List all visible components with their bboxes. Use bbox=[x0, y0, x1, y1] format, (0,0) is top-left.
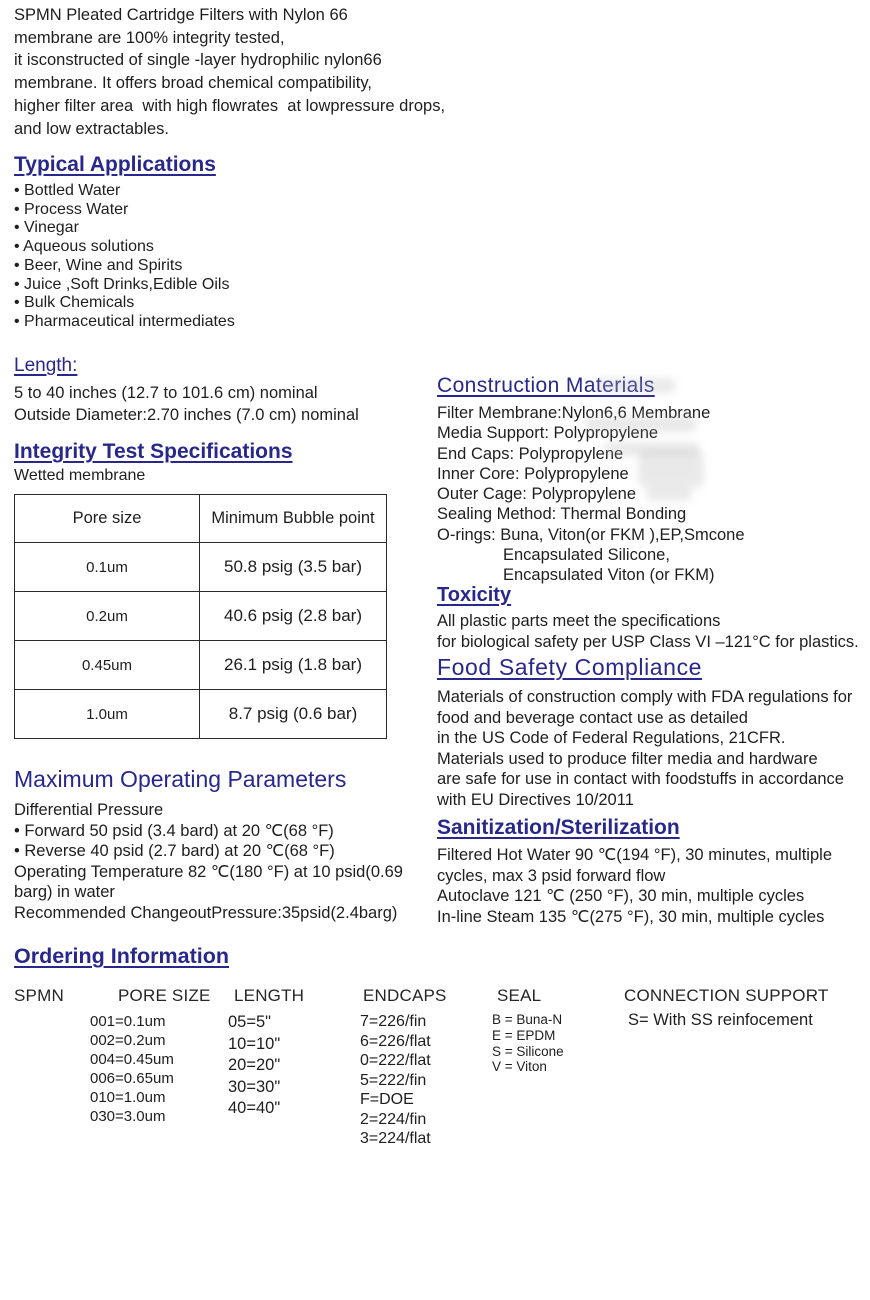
intro-line: it isconstructed of single -layer hydrophilic nylon66 bbox=[14, 51, 382, 70]
max-operating-line: Recommended ChangeoutPressure:35psid(2.4barg) bbox=[14, 903, 398, 922]
application-item: • Aqueous solutions bbox=[14, 238, 154, 256]
application-item: • Pharmaceutical intermediates bbox=[14, 312, 235, 330]
table-header-row bbox=[15, 495, 387, 543]
bubble-point-cell: 26.1 psig (1.8 bar) bbox=[200, 641, 387, 690]
ordering-column-header: PORE SIZE bbox=[118, 986, 211, 1005]
section-length bbox=[14, 355, 454, 426]
ordering-column-header: LENGTH bbox=[234, 986, 305, 1005]
integrity-spec-table bbox=[14, 494, 387, 739]
ordering-option: 001=0.1um bbox=[90, 1013, 166, 1030]
ordering-option: 2=224/fin bbox=[360, 1110, 427, 1128]
table-row bbox=[15, 641, 387, 690]
toxicity-line: for biological safety per USP Class VI –121°C for plastics. bbox=[437, 632, 859, 651]
section-toxicity bbox=[437, 584, 870, 653]
section-ordering-information bbox=[0, 944, 870, 1184]
sanitization-line: Autoclave 121 ℃ (250 °F), 30 min, multiple cycles bbox=[437, 887, 805, 906]
max-operating-line: barg) in water bbox=[14, 883, 115, 902]
max-operating-title: Maximum Operating Parameters bbox=[14, 766, 347, 792]
ordering-information-title: Ordering Information bbox=[14, 944, 229, 968]
ordering-option: 6=226/flat bbox=[360, 1032, 431, 1050]
ordering-column-pore-size bbox=[90, 986, 211, 1126]
table-header-bubble-point: Minimum Bubble point bbox=[200, 495, 387, 543]
bubble-point-cell: 50.8 psig (3.5 bar) bbox=[200, 543, 387, 592]
food-safety-line: in the US Code of Federal Regulations, 21CFR. bbox=[437, 729, 786, 748]
ordering-option: 006=0.65um bbox=[90, 1070, 174, 1087]
section-food-safety bbox=[437, 654, 870, 811]
ordering-column-header: SPMN bbox=[14, 986, 64, 1005]
ordering-option: 7=226/fin bbox=[360, 1013, 427, 1030]
application-item: • Vinegar bbox=[14, 219, 79, 237]
table-row bbox=[15, 690, 387, 739]
ordering-option: 05=5" bbox=[228, 1013, 272, 1031]
ordering-option: F=DOE bbox=[360, 1091, 414, 1108]
toxicity-line: All plastic parts meet the specifications bbox=[437, 612, 721, 630]
ordering-option: 30=30" bbox=[228, 1077, 281, 1096]
section-max-operating-parameters bbox=[14, 766, 444, 924]
application-item: • Juice ,Soft Drinks,Edible Oils bbox=[14, 275, 230, 293]
max-operating-line: • Reverse 40 psid (2.7 bard) at 20 ℃(68 °F) bbox=[14, 842, 335, 861]
length-line: 5 to 40 inches (12.7 to 101.6 cm) nominal bbox=[14, 384, 318, 402]
food-safety-line: Materials of construction comply with FDA regulations for bbox=[437, 688, 853, 706]
ordering-column-header: CONNECTION SUPPORT bbox=[624, 986, 829, 1005]
max-operating-line: Operating Temperature 82 ℃(180 °F) at 10 psid(0.69 bbox=[14, 862, 403, 881]
table-row bbox=[15, 592, 387, 641]
ordering-option: E = EPDM bbox=[492, 1027, 556, 1043]
construction-line: Outer Cage: Polypropylene bbox=[437, 485, 637, 504]
ordering-option: 20=20" bbox=[228, 1056, 281, 1074]
length-line: Outside Diameter:2.70 inches (7.0 cm) nominal bbox=[14, 405, 359, 424]
max-operating-line: Differential Pressure bbox=[14, 801, 164, 819]
typical-applications-title: Typical Applications bbox=[14, 153, 216, 176]
ordering-option: 5=222/fin bbox=[360, 1071, 427, 1089]
construction-line: Filter Membrane:Nylon6,6 Membrane bbox=[437, 404, 711, 422]
ordering-option: B = Buna-N bbox=[492, 1012, 563, 1027]
application-item: • Beer, Wine and Spirits bbox=[14, 256, 183, 274]
toxicity-title: Toxicity bbox=[437, 584, 512, 606]
food-safety-title: Food Safety Compliance bbox=[437, 654, 703, 680]
ordering-option: 002=0.2um bbox=[90, 1032, 166, 1049]
ordering-option: 10=10" bbox=[228, 1034, 281, 1053]
food-safety-line: are safe for use in contact with foodstuffs in accordance bbox=[437, 770, 844, 789]
section-typical-applications bbox=[14, 153, 434, 332]
pore-size-cell: 1.0um bbox=[15, 690, 200, 739]
ordering-column-header: SEAL bbox=[497, 986, 542, 1005]
table-row bbox=[15, 543, 387, 592]
intro-line: higher filter area with high flowrates at lowpressure drops, bbox=[14, 96, 446, 115]
ordering-column-seal bbox=[492, 986, 564, 1075]
bubble-point-cell: 40.6 psig (2.8 bar) bbox=[200, 592, 387, 641]
application-item: • Process Water bbox=[14, 200, 129, 218]
pore-size-cell: 0.2um bbox=[15, 592, 200, 641]
pore-size-cell: 0.45um bbox=[15, 641, 200, 690]
ordering-option: S= With SS reinfocement bbox=[628, 1011, 813, 1029]
section-sanitization bbox=[437, 816, 870, 928]
sanitization-line: Filtered Hot Water 90 ℃(194 °F), 30 minutes, multiple bbox=[437, 846, 832, 864]
pore-size-cell: 0.1um bbox=[15, 543, 200, 592]
ordering-option: 40=40" bbox=[228, 1099, 281, 1117]
food-safety-line: with EU Directives 10/2011 bbox=[437, 790, 634, 809]
max-operating-line: • Forward 50 psid (3.4 bard) at 20 ℃(68 °F) bbox=[14, 821, 334, 840]
intro-line: membrane. It offers broad chemical compatibility, bbox=[14, 74, 372, 93]
ordering-option: 3=224/flat bbox=[360, 1130, 431, 1147]
construction-line: Sealing Method: Thermal Bonding bbox=[437, 505, 687, 524]
section-construction-materials bbox=[437, 374, 867, 586]
ordering-option: 0=222/flat bbox=[360, 1052, 431, 1069]
integrity-test-subtitle: Wetted membrane bbox=[14, 467, 146, 484]
ordering-option: 030=3.0um bbox=[90, 1108, 166, 1125]
intro-paragraph bbox=[14, 4, 634, 140]
length-title: Length: bbox=[14, 355, 78, 376]
ordering-option: 004=0.45um bbox=[90, 1051, 174, 1068]
ordering-column-header: ENDCAPS bbox=[363, 986, 447, 1005]
ordering-option: V = Viton bbox=[492, 1059, 547, 1075]
construction-line: O-rings: Buna, Viton(or FKM ),EP,Smcone bbox=[437, 525, 745, 544]
intro-line: SPMN Pleated Cartridge Filters with Nylon 66 bbox=[14, 6, 348, 24]
ordering-option: 010=1.0um bbox=[90, 1089, 166, 1106]
application-item: • Bottled Water bbox=[14, 182, 121, 199]
section-integrity-test bbox=[14, 440, 454, 739]
bubble-point-cell: 8.7 psig (0.6 bar) bbox=[200, 690, 387, 739]
ordering-column-connection-support bbox=[624, 986, 828, 1031]
construction-line: Media Support: Polypropylene bbox=[437, 424, 659, 443]
food-safety-line: food and beverage contact use as detailed bbox=[437, 708, 748, 727]
table-header-pore-size: Pore size bbox=[15, 495, 200, 543]
sanitization-title: Sanitization/Sterilization bbox=[437, 816, 680, 839]
construction-line: Encapsulated Silicone, bbox=[503, 546, 670, 565]
ordering-option: S = Silicone bbox=[492, 1043, 564, 1059]
sanitization-line: cycles, max 3 psid forward flow bbox=[437, 866, 666, 885]
intro-line: and low extractables. bbox=[14, 119, 170, 138]
sanitization-line: In-line Steam 135 ℃(275 °F), 30 min, multiple cycles bbox=[437, 908, 825, 927]
ordering-column-spmn bbox=[14, 986, 64, 1006]
construction-materials-title: Construction Materials bbox=[437, 374, 655, 397]
intro-line: membrane are 100% integrity tested, bbox=[14, 28, 285, 47]
application-item: • Bulk Chemicals bbox=[14, 294, 135, 312]
construction-line: Encapsulated Viton (or FKM) bbox=[503, 566, 715, 585]
food-safety-line: Materials used to produce filter media and hardware bbox=[437, 749, 818, 768]
ordering-column-length bbox=[228, 986, 304, 1120]
ordering-column-endcaps bbox=[360, 986, 447, 1149]
construction-line: End Caps: Polypropylene bbox=[437, 444, 624, 463]
integrity-test-title: Integrity Test Specifications bbox=[14, 440, 293, 463]
construction-line: Inner Core: Polypropylene bbox=[437, 464, 629, 483]
